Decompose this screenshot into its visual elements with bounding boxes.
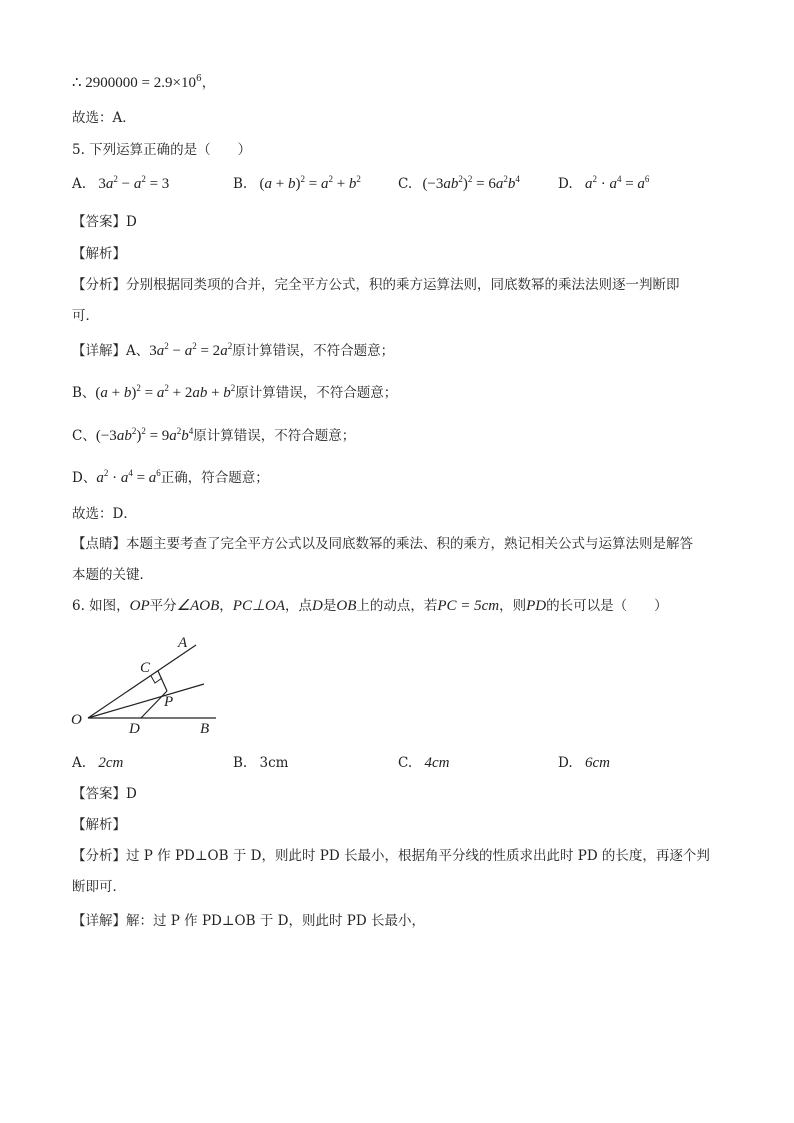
q6-stem-pd: PD: [526, 598, 547, 614]
q6-stem-op: OP: [129, 598, 150, 614]
q6-analysis-line-1: 【分析】过 P 作 PD⊥OB 于 D，则此时 PD 长最小，根据角平分线的性质求出此时 PD 的长度，再逐个判: [72, 848, 710, 864]
q5-analysis-line-2: 可．: [72, 308, 99, 324]
q5-comment-line-2: 本题的关键．: [72, 567, 153, 583]
q5-detail-a: [72, 342, 394, 360]
q5-detail-d: [72, 469, 269, 487]
q6-option-c-value: 4cm: [424, 755, 450, 771]
q5-option-c: [398, 175, 520, 193]
q6-option-b-label: B.: [233, 755, 248, 771]
sci-notation-line: [72, 74, 215, 92]
q6-option-d: [558, 754, 610, 772]
q6-option-d-label: D.: [558, 755, 573, 771]
q6-option-a-label: A.: [72, 755, 87, 771]
q6-option-d-value: 6cm: [584, 755, 610, 771]
q6-stem-angle: ∠AOB: [176, 598, 220, 614]
q5-detail-c-label: C、: [72, 428, 96, 444]
label-b: B: [200, 721, 210, 737]
q5-option-a: [72, 175, 169, 193]
q6-stem-part-h: 的长可以是（ ）: [546, 598, 668, 614]
q6-stem-part-d: ，点: [285, 598, 313, 614]
q6-parse-heading: 【解析】: [72, 817, 126, 833]
q5-detail-a-formula: $3a^2 - a^2 = 2a^2$: [149, 341, 233, 359]
q5-detail-b-label: B、: [72, 385, 96, 401]
q5-detail-b-formula: $(a + b)^2 = a^2 + 2ab + b^2$: [95, 383, 236, 401]
q5-detail-c-tail: 原计算错误，不符合题意；: [193, 428, 356, 444]
q6-stem-part-f: 上的动点，若: [356, 598, 438, 614]
q6-stem: [72, 597, 668, 615]
q5-detail-c: [72, 427, 355, 445]
q5-comment-line-1: 【点睛】本题主要考查了完全平方公式以及同底数幂的乘法、积的乘方，熟记相关公式与运算法则是解答: [72, 536, 693, 552]
q5-option-a-label: A.: [72, 176, 87, 192]
q6-stem-part-c: ，: [219, 598, 233, 614]
q6-option-a-value: 2cm: [98, 755, 124, 771]
q6-stem-part-e: 是: [322, 598, 337, 614]
q5-option-c-formula: $(-3ab^2)^2 = 6a^2b^4$: [422, 174, 520, 192]
choose-a-line: 故选：A．: [72, 110, 136, 126]
q6-option-a: [72, 754, 123, 772]
q6-stem-ob: OB: [336, 598, 357, 614]
q5-option-d: [558, 175, 649, 193]
sci-notation-exponent: 6: [195, 74, 202, 84]
q6-option-b-value: 3cm: [259, 755, 289, 771]
q6-analysis-line-2: 断即可．: [72, 879, 126, 895]
q6-geometry-figure: [64, 628, 234, 740]
q5-option-b-label: B.: [233, 176, 248, 192]
label-d: D: [129, 721, 140, 737]
q5-detail-d-formula: $a^2 \cdot a^4 = a^6$: [96, 468, 161, 486]
q5-option-b-formula: $(a + b)^2 = a^2 + b^2$: [259, 174, 361, 192]
q5-detail-a-tail: 原计算错误，不符合题意；: [232, 343, 395, 359]
segment-pc: [158, 671, 167, 691]
q5-choose: 故选：D．: [72, 506, 137, 522]
q6-stem-pc-eq: PC = 5cm: [437, 598, 500, 614]
label-a: A: [178, 635, 188, 651]
q5-detail-b: [72, 384, 397, 402]
q5-stem: 5. 下列运算正确的是（ ）: [72, 142, 252, 158]
q6-stem-part-a: 6. 如图，: [72, 598, 130, 614]
q5-detail-a-label: 【详解】A、: [72, 343, 150, 359]
label-o: O: [71, 712, 82, 728]
q5-parse-heading: 【解析】: [72, 246, 126, 262]
q6-option-b: [233, 754, 288, 772]
q5-detail-c-formula: $(-3ab^2)^2 = 9a^2b^4$: [95, 426, 194, 444]
q6-stem-d: D: [312, 598, 323, 614]
q5-answer: 【答案】D: [72, 214, 137, 230]
q6-stem-part-b: 平分: [149, 598, 177, 614]
q6-option-c-label: C.: [398, 755, 413, 771]
ray-oa: [88, 645, 196, 718]
q6-answer: 【答案】D: [72, 786, 137, 802]
q5-option-a-formula: $3a^2 - a^2 = 3$: [98, 174, 170, 192]
label-c: C: [140, 660, 151, 676]
label-p: P: [164, 694, 174, 710]
q6-stem-perp: PC⊥OA: [232, 598, 286, 614]
q5-detail-d-tail: 正确，符合题意；: [160, 470, 269, 486]
sci-notation-tail: ，: [201, 75, 216, 91]
q5-option-d-label: D.: [558, 176, 573, 192]
q6-detail: 【详解】解：过 P 作 PD⊥OB 于 D，则此时 PD 长最小，: [72, 913, 425, 929]
q5-option-b: [233, 175, 361, 193]
q5-option-c-label: C.: [398, 176, 413, 192]
q6-option-c: [398, 754, 449, 772]
q5-option-d-formula: $a^2 \cdot a^4 = a^6$: [584, 174, 650, 192]
q5-detail-d-label: D、: [72, 470, 97, 486]
q5-detail-b-tail: 原计算错误，不符合题意；: [235, 385, 398, 401]
q6-stem-part-g: ，则: [499, 598, 527, 614]
q5-analysis-line-1: 【分析】分别根据同类项的合并，完全平方公式，积的乘方运算法则，同底数幂的乘法法则逐一判断即: [72, 277, 680, 293]
sci-notation-text: ∴ 2900000 = 2.9×10: [72, 75, 196, 91]
